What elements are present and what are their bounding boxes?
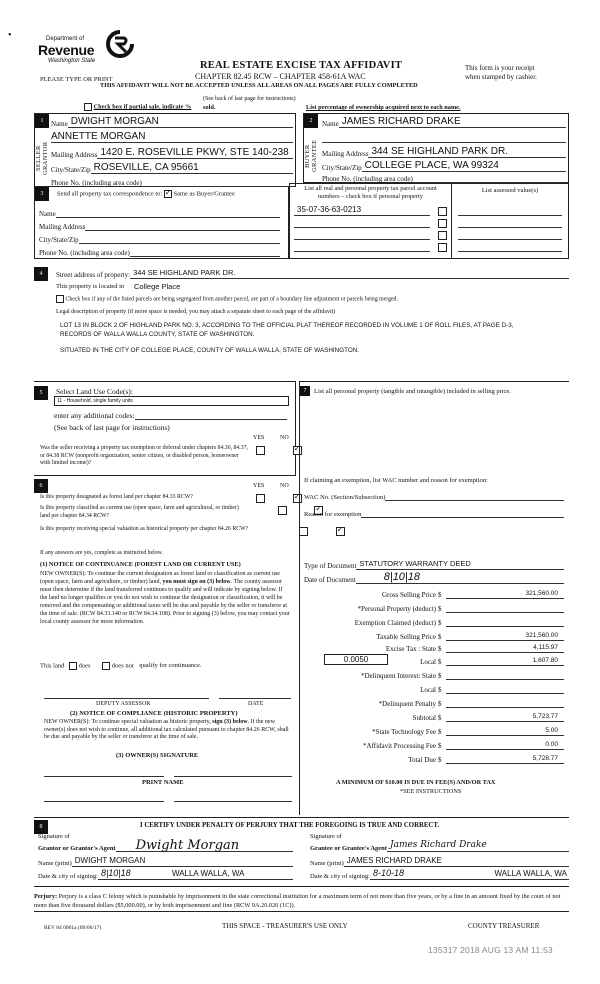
segregated-label: Check box if any of the listed parcels are being segregated from another parcel, are part of a boundary line adjustment or parcels being merged. (65, 296, 398, 303)
grantee-sig-label-2: Grantee or Grantee's Agent (310, 845, 387, 852)
property-section (34, 263, 569, 373)
grantee-city-field[interactable]: WALLA WALLA, WA (440, 868, 569, 880)
land-use-no-header: NO (280, 435, 289, 441)
cashier-stamp: 135317 2018 AUG 13 AM 11:53 (428, 945, 553, 955)
same-as-buyer-checkbox[interactable] (164, 190, 172, 198)
tax-row-subtotal (300, 708, 564, 722)
corr-city-label: City/State/Zip (39, 236, 79, 244)
perjury-notice (34, 892, 569, 912)
notice-continuance-title: (1) NOTICE OF CONTINUANCE (FOREST LAND OR CURRENT USE) (40, 561, 241, 568)
notice2-a: NEW OWNER(S): To continue special valuation as historic property, (44, 719, 211, 725)
section-1-number: 1 (35, 114, 49, 128)
currency-sign: $ (438, 619, 442, 627)
form-title: REAL ESTATE EXCISE TAX AFFIDAVIT (200, 60, 403, 71)
historic-question: Is this property receiving special valuation as historical property per chapter 84.26 RCW? (40, 526, 249, 532)
form-id: REV 84 0001a (09/06/17) (44, 925, 102, 931)
corr-name-field[interactable] (56, 207, 280, 218)
affidavit-processing-fee[interactable]: 0.00 (446, 740, 564, 750)
buyer-name2-field[interactable] (322, 132, 566, 143)
qualify-label: qualify for continuance. (139, 662, 202, 670)
dor-logo (36, 32, 136, 72)
correspondence-section (34, 187, 289, 259)
forest-question: Is this property designated as forest land per chapter 84.33 RCW? (40, 494, 193, 500)
buyer-section (303, 113, 569, 183)
designation-section (34, 475, 296, 815)
partial-sale-label: Check box if partial sale, indicate % (93, 103, 192, 111)
ownership-note: List percentage of ownership acquired next to each name. (306, 104, 461, 111)
parcel-3-field[interactable] (294, 229, 430, 240)
deputy-assessor-line[interactable] (44, 698, 209, 699)
currency-sign: $ (438, 633, 442, 641)
tax-row-penalty (300, 694, 564, 708)
tax-label: Total Due (408, 756, 436, 764)
seller-section (34, 113, 296, 187)
see-back: (See back of last page for instructions) (203, 96, 296, 102)
tax-label: Excise Tax : State (385, 645, 436, 653)
corr-mailing-label: Mailing Address (39, 223, 86, 231)
parcel-2-personal-checkbox[interactable] (438, 219, 447, 228)
print-name-line-1[interactable] (44, 801, 164, 802)
notice2-b: . If the new owner(s) does not wish to continue, all additional tax calculated pursuant to chapter 84.26 RCW, shall be due and payable by the seller or transferor at the time of sale. (44, 719, 289, 740)
seller-side-label: SELLER GRANTOR (35, 141, 49, 175)
seller-city-label: City/State/Zip (51, 166, 91, 174)
this-land-label: This land (40, 662, 65, 670)
wac-field[interactable] (385, 490, 564, 501)
corr-phone-field[interactable] (130, 246, 280, 257)
grantor-name-field[interactable]: DWIGHT MORGAN (72, 855, 293, 867)
minimum-due-note: A MINIMUM OF $10.00 IS DUE IN FEE(S) AND/OR TAX (336, 779, 496, 786)
treasurer-space-label: THIS SPACE - TREASURER'S USE ONLY (222, 922, 348, 930)
partial-sale-row (84, 103, 191, 111)
section-7-number: 7 (300, 386, 310, 396)
correspondence-row (57, 190, 235, 198)
tax-row-gross (300, 585, 564, 599)
tax-row-local (300, 653, 564, 666)
buyer-mailing-field[interactable]: 344 SE HIGHLAND PARK DR. (368, 146, 566, 158)
grantee-date-label: Date & city of signing: (310, 873, 370, 880)
forest-yes-checkbox[interactable] (256, 494, 265, 503)
assessed-4-field[interactable] (458, 240, 562, 252)
tax-row-personal (300, 599, 564, 613)
taxable-selling-price[interactable]: 321,560.00 (446, 631, 564, 641)
certification-section (34, 817, 569, 887)
grantee-name-field[interactable]: JAMES RICHARD DRAKE (344, 855, 569, 867)
buyer-name-label: Name (322, 120, 339, 128)
grantor-date-label: Date & city of signing: (38, 873, 98, 880)
currency-sign: $ (438, 658, 442, 666)
total-due[interactable]: 5,728.77 (446, 754, 564, 764)
reason-field[interactable] (361, 507, 564, 518)
buyer-city-label: City/State/Zip (322, 164, 362, 172)
buyer-mailing-label: Mailing Address (322, 150, 369, 158)
currency-sign: $ (438, 714, 442, 722)
segregated-checkbox[interactable] (56, 295, 64, 303)
buyer-phone-label: Phone No. (including area code) (322, 175, 413, 183)
parcel-1-field[interactable]: 35-07-36-63-0213 (294, 204, 430, 216)
tax-label: *Affidavit Processing Fee (363, 742, 436, 750)
tax-row-processing-fee (300, 736, 564, 750)
land-use-select[interactable]: 11 - Household, single family units (54, 396, 289, 406)
additional-codes-field[interactable] (135, 409, 287, 420)
currency-sign: $ (438, 672, 442, 680)
personal-property-deduct[interactable] (446, 604, 564, 613)
land-use-see-back: (See back of last page for instructions) (54, 423, 170, 432)
tax-label: Taxable Selling Price (376, 633, 436, 641)
agency-line3: Washington State (48, 58, 96, 64)
currency-sign: $ (438, 756, 442, 764)
designation-no-header: NO (280, 483, 289, 489)
buyer-city-field[interactable]: COLLEGE PLACE, WA 99324 (362, 160, 566, 172)
tax-label: Local (420, 686, 436, 694)
partial-sale-sold: sold. (203, 104, 216, 111)
corr-phone-label: Phone No. (including area code) (39, 249, 130, 257)
excise-tax-state[interactable]: 4,115.97 (446, 643, 564, 653)
perjury-text: Perjury is a class C felony which is punishable by imprisonment in the state correctional institution for a maximum term of not more than five years, or by a fine in an amount fixed by the court of not more than five thousand dollars ($5,000.00), or by both imprisonment and fine (RCW 9A.20.020 (1C)). (34, 893, 561, 909)
seller-mailing-field[interactable]: 1420 E. ROSEVILLE PKWY, STE 140-238 (97, 147, 293, 159)
doc-date-label: Date of Document (304, 576, 356, 584)
legal-description-1[interactable]: LOT 13 IN BLOCK 2 OF HIGHLAND PARK NO. 3, ACCORDING TO THE OFFICIAL PLAT THEREOF RECORDED IN VOLUME 1 OF ROLL FILES, AT PAGE D-3, RECORDS OF WALLA WALLA COUNTY, STATE OF WASHINGTON. (60, 322, 514, 338)
assessed-3-field[interactable] (458, 228, 562, 240)
personal-property-section (299, 381, 569, 815)
section-8-number: 8 (34, 820, 48, 834)
grantor-signature[interactable]: Dwight Morgan (116, 840, 293, 852)
street-field[interactable]: 344 SE HIGHLAND PARK DR. (130, 267, 569, 279)
section-3-number: 3 (35, 187, 49, 201)
owner-signature-label: (3) OWNER(S) SIGNATURE (116, 752, 199, 759)
tax-label: *Delinquent Interest: State (360, 672, 436, 680)
assessed-2-field[interactable] (458, 216, 562, 228)
print-name-line-2[interactable] (174, 801, 292, 802)
tax-label: Local (420, 658, 436, 666)
state-technology-fee[interactable]: 5.00 (446, 726, 564, 736)
grantor-date-field[interactable]: 8|10|18 (98, 868, 158, 880)
exemption-claimed-deduct[interactable] (446, 618, 564, 627)
designation-yes-header: YES (253, 483, 265, 489)
does-label: does (78, 662, 91, 670)
exemption-yes-checkbox[interactable] (256, 446, 265, 455)
assessed-header: List assessed value(s) (481, 187, 539, 194)
seller-city-field[interactable]: ROSEVILLE, CA 95661 (91, 162, 293, 174)
tax-label: *State Technology Fee (372, 728, 436, 736)
agency-line2: Revenue (38, 42, 95, 58)
seller-mailing-label: Mailing Address (51, 151, 98, 159)
does-checkbox[interactable] (69, 662, 77, 670)
correspondence-label: Send all property tax correspondence to: (57, 190, 163, 198)
buyer-phone-field[interactable] (413, 172, 566, 183)
corr-city-field[interactable] (79, 233, 280, 244)
tax-row-state (300, 641, 564, 653)
doc-type-field[interactable]: STATUTORY WARRANTY DEED (356, 558, 564, 570)
street-label: Street address of property: (56, 271, 131, 279)
grantor-name-label: Name (print) (38, 860, 72, 867)
seller-phone-field[interactable] (142, 176, 293, 187)
if-yes-text: If any answers are yes, complete as instructed below. (40, 550, 163, 556)
certify-title: I CERTIFY UNDER PENALTY OF PERJURY THAT THE FOREGOING IS TRUE AND CORRECT. (140, 822, 440, 829)
tax-label: *Personal Property (deduct) (357, 605, 436, 613)
perjury-label: Perjury: (34, 893, 58, 900)
tax-row-delinquent-state (300, 666, 564, 680)
seller-name-field[interactable]: DWIGHT MORGAN (68, 116, 293, 128)
gross-selling-price[interactable]: 321,560.00 (446, 589, 564, 599)
excise-tax-local[interactable]: 1,607.80 (446, 656, 564, 666)
land-use-yes-header: YES (253, 435, 265, 441)
notice-compliance-text (44, 719, 294, 742)
section-5-number: 5 (34, 386, 48, 400)
section-4-number: 4 (34, 267, 48, 281)
tax-label: Gross Selling Price (381, 591, 436, 599)
tax-row-delinquent-local (300, 680, 564, 694)
tax-row-tech-fee (300, 722, 564, 736)
buyer-side-label: BUYER GRANTEE (304, 139, 318, 173)
currency-sign: $ (438, 700, 442, 708)
grantee-sig-label-1: Signature of (310, 833, 342, 840)
currency-sign: $ (438, 686, 442, 694)
land-use-section (34, 381, 296, 475)
grantor-city-field[interactable]: WALLA WALLA, WA (158, 868, 293, 880)
segregated-row (56, 295, 398, 303)
same-as-buyer-label: Same as Buyer/Grantee (173, 190, 235, 198)
grantor-sig-label-1: Signature of (38, 833, 70, 840)
does-not-checkbox[interactable] (102, 662, 110, 670)
parcel-2-field[interactable] (294, 217, 430, 228)
located-label: This property is located in (56, 283, 125, 290)
wac-label: WAC No. (Section/Subsection) (304, 494, 386, 501)
notice-compliance-title: (2) NOTICE OF COMPLIANCE (HISTORIC PROPERTY) (70, 710, 238, 717)
continuance-row (40, 662, 202, 670)
section-2-number: 2 (304, 114, 318, 128)
owner-signature-line-1[interactable] (44, 776, 164, 777)
tax-label: Subtotal (412, 714, 436, 722)
legal-description-2[interactable]: SITUATED IN THE CITY OF COLLEGE PLACE, COUNTY OF WALLA WALLA, STATE OF WASHINGTON. (60, 347, 360, 354)
please-type: PLEASE TYPE OR PRINT (40, 76, 113, 83)
grantee-date-field[interactable]: 8-10-18 (370, 868, 440, 880)
parcels-section (289, 183, 452, 259)
partial-sale-checkbox[interactable] (84, 103, 92, 111)
tax-label: *Delinquent Penalty (378, 700, 436, 708)
buyer-name-field[interactable]: JAMES RICHARD DRAKE (339, 116, 566, 128)
subtotal[interactable]: 5,723.77 (446, 712, 564, 722)
receipt-note-1: This form is your receipt (465, 64, 535, 72)
land-use-label: Select Land Use Code(s): (56, 387, 133, 396)
revenue-logo-icon (106, 30, 134, 58)
notice1-a: NEW OWNER(S): To continue the current designation as forest land or classification as current use (open space, farm and agriculture, or timber) land, (40, 571, 280, 585)
grantee-signature[interactable]: James Richard Drake (387, 840, 569, 852)
print-name-label: PRINT NAME (142, 779, 184, 786)
current-use-yes-checkbox[interactable] (278, 506, 287, 515)
local-rate-field[interactable]: 0.0050 (324, 654, 388, 665)
notice-continuance-text (40, 570, 290, 626)
warning-text: THIS AFFIDAVIT WILL NOT BE ACCEPTED UNLESS ALL AREAS ON ALL PAGES ARE FULLY COMPLETED (100, 82, 418, 89)
assessed-section (452, 183, 569, 259)
notice2-bold: sign (3) below (212, 719, 248, 725)
doc-date-field[interactable]: 8|10|18 (356, 572, 564, 584)
section-6-number: 6 (34, 479, 48, 493)
parcel-1-personal-checkbox[interactable] (438, 207, 447, 216)
additional-codes-label: enter any additional codes: (54, 411, 135, 420)
tax-calculation-table (300, 585, 564, 764)
corr-name-label: Name (39, 210, 56, 218)
see-instructions-note: *SEE INSTRUCTIONS (400, 788, 462, 795)
parcel-4-personal-checkbox[interactable] (438, 243, 447, 252)
agency-line1: Department of (46, 36, 85, 42)
currency-sign: $ (438, 645, 442, 653)
delinquent-interest-state[interactable] (446, 671, 564, 680)
parcels-header: List all real and personal property tax parcel account numbers – check box if personal property (304, 185, 437, 200)
tax-row-exemption (300, 613, 564, 627)
tax-label: Exemption Claimed (deduct) (354, 619, 436, 627)
grantee-name-label: Name (print) (310, 860, 344, 867)
currency-sign: $ (438, 728, 442, 736)
receipt-note-2: when stamped by cashier. (465, 73, 537, 81)
notice1-bold: you must sign on (3) below (162, 579, 231, 585)
doc-type-label: Type of Document (304, 562, 357, 570)
currency-sign: $ (438, 742, 442, 750)
seller-name-label: Name (51, 120, 68, 128)
corr-mailing-field[interactable] (85, 220, 280, 231)
current-use-question: Is this property classified as current use (open space, farm and agricultural, or timber) land per chapter 84.34 RCW? (40, 505, 239, 519)
currency-sign: $ (438, 605, 442, 613)
assessor-date-line[interactable] (219, 698, 291, 699)
located-field[interactable]: College Place (134, 282, 181, 291)
currency-sign: $ (438, 591, 442, 599)
grantor-sig-label-2: Grantor or Grantor's Agent (38, 845, 116, 852)
owner-signature-line-2[interactable] (174, 776, 292, 777)
parcel-3-personal-checkbox[interactable] (438, 231, 447, 240)
notice1-b: . The county assessor must then determine if the land transferred continues to qualify and will indicate by signing below. If the land no longer qualifies or you do not wish to continue the designation or classification, it will be removed and the compensating or additional taxes will be due and payable by the seller or transferor at the time of sale. (RCW 84.33.140 or RCW 84.34.108). Prior to signing (3) below, you may contact your local county assessor for more information. (40, 579, 290, 625)
seller-phone-label: Phone No. (including area code) (51, 179, 142, 187)
assessed-1-field[interactable] (458, 204, 562, 216)
exemption-question: Was the seller receiving a property tax exemption or deferral under chapters 84.36, 84.37, or 84.38 RCW (nonprofit organization, senior citizen, or disabled person, homeowner with limited income)? (40, 445, 248, 466)
exemption-claim-label: If claiming an exemption, list WAC number and reason for exemption: (304, 477, 488, 484)
tax-row-total (300, 750, 564, 764)
does-not-label: does not (111, 662, 134, 670)
personal-property-label: List all personal property (tangible and intangible) included in selling price. (314, 388, 511, 395)
deputy-assessor-label: DEPUTY ASSESSOR (96, 701, 151, 707)
delinquent-penalty[interactable] (446, 699, 564, 708)
reason-label: Reason for exemption (304, 511, 362, 518)
scan-mark: • (8, 30, 12, 41)
seller-name2-field[interactable]: ANNETTE MORGAN (51, 131, 293, 143)
chapter-ref: CHAPTER 82.45 RCW – CHAPTER 458-61A WAC (195, 72, 366, 81)
delinquent-interest-local[interactable] (446, 685, 564, 694)
parcel-4-field[interactable] (294, 241, 430, 252)
assessor-date-label: DATE (248, 701, 264, 707)
legal-label: Legal description of property (if more space is needed, you may attach a separate sheet to each page of the affidavit) (56, 309, 336, 315)
county-treasurer-label: COUNTY TREASURER (468, 922, 540, 930)
tax-row-taxable (300, 627, 564, 641)
